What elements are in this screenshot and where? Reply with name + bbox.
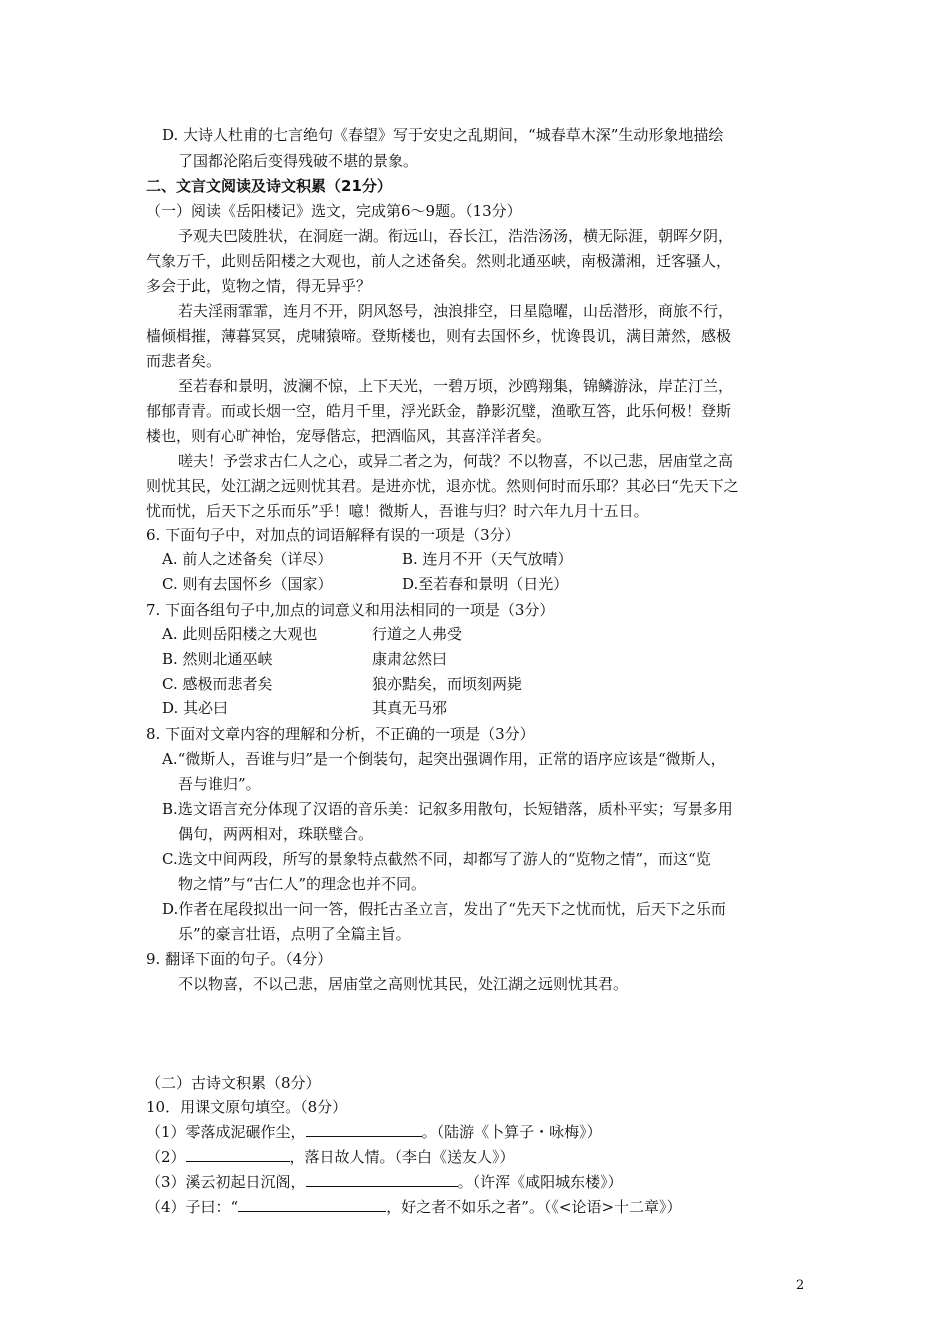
- q6-option-b: B. 连月不开（天气放晴）: [402, 550, 573, 568]
- q7-option-right: 行道之人弗受: [372, 625, 463, 643]
- q7-option-left: D. 其必曰: [162, 699, 229, 717]
- q6-option-a: A. 前人之述备矣（详尽）: [162, 550, 333, 568]
- passage-line: 多会于此，览物之情，得无异乎？: [146, 277, 372, 295]
- q10-item-prompt: 溪云初起日沉阁，: [185, 1173, 306, 1191]
- q9-stem: 9. 翻译下面的句子。（4分）: [146, 950, 333, 968]
- q5-option-d-line1: D. 大诗人杜甫的七言绝句《春望》写于安史之乱期间，“城春草木深”生动形象地描绘: [162, 126, 724, 144]
- q10-item-number: （4）: [146, 1198, 186, 1216]
- answer-blank[interactable]: [306, 1122, 422, 1137]
- q8-option-b: B.选文语言充分体现了汉语的音乐美：记叙多用散句，长短错落，质朴平实；写景多用: [162, 800, 733, 818]
- q8-option-d: D.作者在尾段拟出一问一答，假托古圣立言，发出了“先天下之忧而忧，后天下之乐而: [162, 900, 726, 918]
- q10-item-source: ，好之者不如乐之者”。（《<论语>十二章》）: [386, 1198, 682, 1216]
- q9-sentence: 不以物喜，不以己悲，居庙堂之高则忧其民，处江湖之远则忧其君。: [178, 975, 629, 993]
- q8-option-a: A.“微斯人，吾谁与归”是一个倒装句，起突出强调作用，正常的语序应该是“微斯人，: [162, 750, 726, 768]
- passage-line: 而悲者矣。: [146, 352, 222, 370]
- q8-option-a-cont: 吾与谁归”。: [178, 775, 261, 793]
- passage-line: 予观夫巴陵胜状，在洞庭一湖。衔远山，吞长江，浩浩汤汤，横无际涯，朝晖夕阴，: [178, 227, 734, 245]
- passage-line: 气象万千，此则岳阳楼之大观也，前人之述备矣。然则北通巫峡，南极潇湘，迁客骚人，: [146, 252, 732, 270]
- q10-item: [146, 1146, 515, 1168]
- q7-option-left: B. 然则北通巫峡: [162, 650, 273, 668]
- passage-line: 楼也，则有心旷神怡，宠辱偕忘，把酒临风，其喜洋洋者矣。: [146, 427, 552, 445]
- q7-option-left: A. 此则岳阳楼之大观也: [162, 625, 318, 643]
- q10-item-prompt: 子曰：“: [185, 1198, 239, 1216]
- part1-intro: （一）阅读《岳阳楼记》选文，完成第6～9题。（13分）: [146, 202, 522, 220]
- answer-blank[interactable]: [306, 1172, 458, 1187]
- section-title: 二、文言文阅读及诗文积累（21分）: [146, 177, 392, 195]
- q10-item: [146, 1121, 602, 1143]
- q10-stem: 10．用课文原句填空。（8分）: [146, 1098, 348, 1116]
- q8-option-d-cont: 乐”的豪言壮语，点明了全篇主旨。: [178, 925, 411, 943]
- q8-option-b-cont: 偶句，两两相对，珠联璧合。: [178, 825, 374, 843]
- passage-line: 郁郁青青。而或长烟一空，皓月千里，浮光跃金，静影沉璧，渔歌互答，此乐何极！登斯: [146, 402, 732, 420]
- q8-option-c-cont: 物之情”与“古仁人”的理念也并不同。: [178, 875, 427, 893]
- q6-stem: 6. 下面句子中，对加点的词语解释有误的一项是（3分）: [146, 526, 520, 544]
- q8-option-c: C.选文中间两段，所写的景象特点截然不同，却都写了游人的“览物之情”，而这“览: [162, 850, 711, 868]
- q10-item-number: （2）: [146, 1148, 186, 1166]
- q10-item: [146, 1196, 682, 1218]
- q10-item-source: 。（许浑《咸阳城东楼》）: [457, 1173, 623, 1191]
- passage-line: 至若春和景明，波澜不惊，上下天光，一碧万顷，沙鸥翔集，锦鳞游泳，岸芷汀兰，: [178, 377, 734, 395]
- part2-title: （二）古诗文积累（8分）: [146, 1074, 321, 1092]
- passage-line: 若夫淫雨霏霏，连月不开，阴风怒号，浊浪排空，日星隐曜，山岳潜形，商旅不行，: [178, 302, 734, 320]
- q7-option-right: 康肃忿然曰: [372, 650, 448, 668]
- passage-line: 则忧其民，处江湖之远则忧其君。是进亦忧，退亦忧。然则何时而乐耶？其必曰“先天下之: [146, 477, 739, 495]
- page-number: 2: [796, 1278, 805, 1293]
- answer-blank[interactable]: [238, 1197, 386, 1212]
- passage-line: 樯倾楫摧，薄暮冥冥，虎啸猿啼。登斯楼也，则有去国怀乡，忧谗畏讥，满目萧然，感极: [146, 327, 732, 345]
- q6-option-c: C. 则有去国怀乡（国家）: [162, 575, 333, 593]
- q7-option-right: 其真无马邪: [372, 699, 448, 717]
- passage-line: 嗟夫！予尝求古仁人之心，或异二者之为，何哉？不以物喜，不以己悲，居庙堂之高: [178, 452, 734, 470]
- q10-item-number: （3）: [146, 1173, 186, 1191]
- q10-item: [146, 1171, 623, 1193]
- q7-option-right: 狼亦黠矣，而顷刻两毙: [372, 675, 523, 693]
- answer-blank[interactable]: [186, 1147, 290, 1162]
- passage-line: 忧而忧，后天下之乐而乐”乎！噫！微斯人，吾谁与归？时六年九月十五日。: [146, 502, 649, 520]
- q8-stem: 8. 下面对文章内容的理解和分析，不正确的一项是（3分）: [146, 725, 535, 743]
- q10-item-number: （1）: [146, 1123, 186, 1141]
- q7-stem: 7. 下面各组句子中,加点的词意义和用法相同的一项是（3分）: [146, 601, 555, 619]
- q5-option-d-line2: 了国都沦陷后变得残破不堪的景象。: [178, 152, 419, 170]
- q6-option-d: D.至若春和景明（日光）: [402, 575, 569, 593]
- q10-item-source: ，落日故人情。（李白《送友人》）: [289, 1148, 515, 1166]
- q10-item-source: 。（陆游《卜算子・咏梅》）: [421, 1123, 602, 1141]
- q10-item-prompt: 零落成泥碾作尘，: [185, 1123, 306, 1141]
- q7-option-left: C. 感极而悲者矣: [162, 675, 273, 693]
